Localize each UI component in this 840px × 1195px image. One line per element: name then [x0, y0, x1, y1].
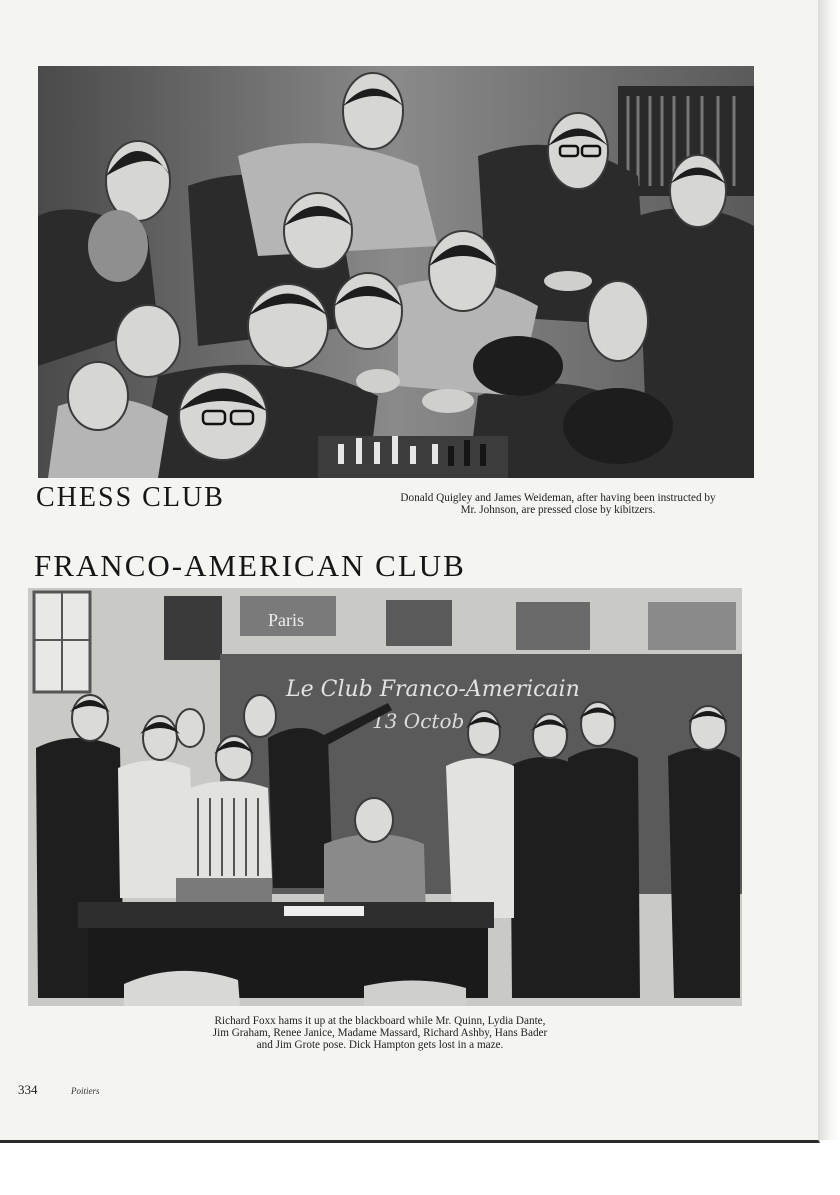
chess-club-caption [362, 492, 754, 516]
page-number: 334 [18, 1082, 38, 1097]
yearbook-name: Poitiers [71, 1086, 100, 1096]
franco-american-club-title: FRANCO-AMERICAN CLUB [34, 548, 466, 583]
chess-caption-line: Mr. Johnson, are pressed close by kibitzers. [460, 504, 656, 516]
franco-caption-line: Jim Graham, Renee Janice, Madame Massard, Richard Ashby, Hans Bader [212, 1027, 548, 1039]
blackboard-heading: Le Club Franco-Americain [286, 677, 580, 702]
paris-poster-text: Paris [268, 610, 304, 630]
franco-caption-line: and Jim Grote pose. Dick Hampton gets lost in a maze. [256, 1039, 504, 1051]
franco-american-club-photo-illustration [28, 588, 742, 1006]
chess-club-title: CHESS CLUB [36, 482, 225, 513]
chess-caption-line: Donald Quigley and James Weideman, after having been instructed by [400, 492, 716, 504]
blackboard-date: 13 Octob [372, 709, 465, 733]
chess-club-photo-illustration [38, 66, 754, 478]
franco-caption-line: Richard Foxx hams it up at the blackboard while Mr. Quinn, Lydia Dante, [214, 1015, 546, 1027]
franco-american-club-caption [150, 1015, 610, 1051]
page-spine-edge [818, 0, 840, 1140]
chess-club-photo [38, 66, 754, 478]
franco-american-club-photo [28, 588, 742, 1006]
